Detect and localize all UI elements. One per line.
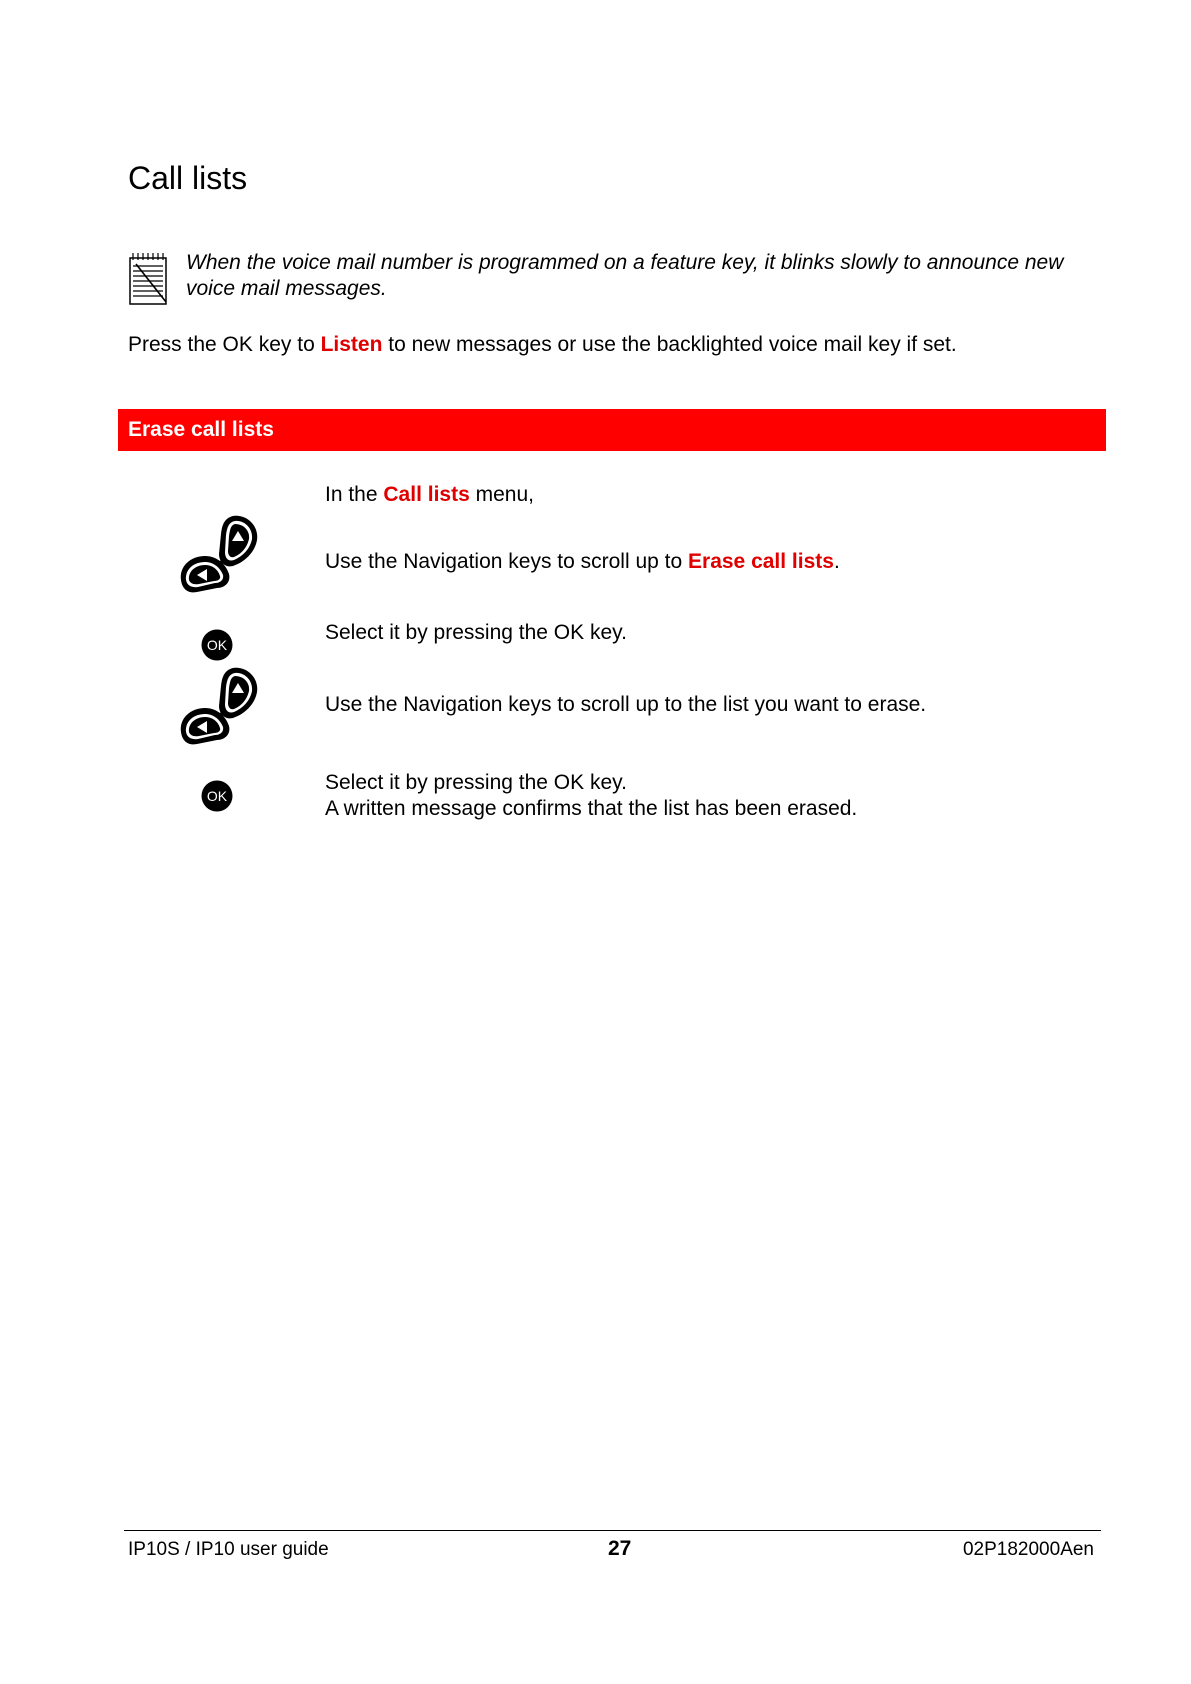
listen-highlight: Listen	[320, 333, 383, 356]
notepad-icon	[128, 252, 170, 306]
page-title: Call lists	[128, 160, 248, 196]
call-lists-highlight: Call lists	[383, 483, 470, 506]
step-5-text	[325, 770, 857, 822]
ok-key-icon	[201, 629, 233, 661]
intro-after: to new messages or use the backlighted voice mail key if set.	[382, 333, 957, 356]
navigation-keys-icon	[175, 664, 261, 754]
intro-text	[128, 331, 957, 359]
step-2-before: Use the Navigation keys to scroll up to	[325, 550, 689, 573]
ok-key-label: OK	[206, 637, 228, 653]
step-1-after: menu,	[469, 483, 534, 506]
footer-guide-title: IP10S / IP10 user guide	[128, 1539, 329, 1560]
step-1-text	[325, 482, 534, 508]
section-title: Erase call lists	[128, 418, 274, 441]
page-number: 27	[608, 1537, 632, 1560]
intro-before: Press the OK key to	[128, 333, 321, 356]
section-header	[118, 409, 1106, 451]
footer-rule	[124, 1530, 1101, 1531]
step-2-after: .	[833, 550, 840, 573]
note-text: When the voice mail number is programmed on a feature key, it blinks slowly to announce new voice mail messages.	[186, 251, 1064, 300]
ok-key-icon	[201, 780, 233, 812]
ok-key-label: OK	[206, 788, 228, 804]
step-5-line-2: A written message confirms that the list has been erased.	[325, 797, 858, 820]
step-1-before: In the	[325, 483, 384, 506]
step-3-text: Select it by pressing the OK key.	[325, 621, 627, 644]
document-reference: 02P182000Aen	[962, 1539, 1094, 1560]
erase-call-lists-highlight: Erase call lists	[688, 550, 834, 573]
step-4-text: Use the Navigation keys to scroll up to the list you want to erase.	[325, 693, 927, 716]
step-5-line-1: Select it by pressing the OK key.	[325, 771, 627, 794]
step-2-text	[325, 549, 840, 575]
navigation-keys-icon	[175, 512, 261, 602]
